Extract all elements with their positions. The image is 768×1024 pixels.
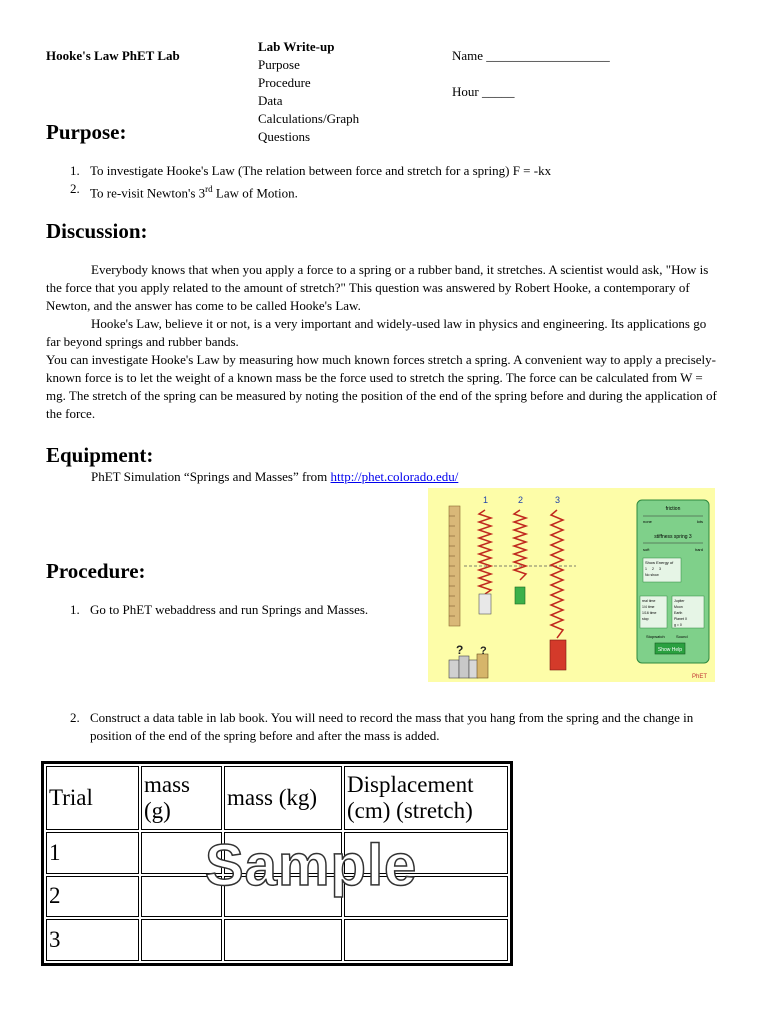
phet-simulation-screenshot <box>428 488 715 682</box>
writeup-item: Procedure <box>258 75 311 90</box>
spare-mass-icon <box>477 654 488 678</box>
discussion-paragraph: Hooke's Law, believe it or not, is a very important and widely-used law in physics and engineering. Its applications go far beyond springs and rubber bands. <box>46 316 707 349</box>
time-option: 1/16 time <box>642 611 657 615</box>
phet-logo: PhET <box>692 674 708 680</box>
name-field: Name ___________________ <box>452 48 610 63</box>
spring-1-icon <box>479 510 491 594</box>
table-cell <box>141 919 222 961</box>
writeup-title: Lab Write-up <box>258 39 335 54</box>
document-title: Hooke's Law PhET Lab <box>46 48 180 63</box>
purpose-item: 2. To re-visit Newton's 3rd Law of Motion. <box>70 181 298 201</box>
stopwatch-checkbox: Stopwatch <box>646 634 665 639</box>
energy-option: 2 <box>652 567 654 571</box>
discussion-heading: Discussion: <box>46 219 148 243</box>
procedure-step-2 <box>46 709 716 745</box>
mass-on-spring-3 <box>550 640 566 670</box>
friction-min-label: none <box>643 519 652 524</box>
gravity-option: Jupiter <box>674 599 685 603</box>
energy-option: 3 <box>659 567 661 571</box>
equipment-text: PhET Simulation “Springs and Masses” from http://phet.colorado.edu/ <box>91 469 459 484</box>
writeup-outline <box>258 38 359 146</box>
column-header: mass (kg) <box>224 766 342 830</box>
mass-on-spring-1 <box>479 594 491 614</box>
spring-number-label: 2 <box>518 495 524 505</box>
writeup-item: Purpose <box>258 57 300 72</box>
spring-number-label: 3 <box>555 495 561 505</box>
column-header: Displacement (cm) (stretch) <box>344 766 508 830</box>
friction-label: friction <box>665 506 681 512</box>
time-option: real time <box>642 599 656 603</box>
mass-on-spring-2 <box>515 587 525 604</box>
purpose-item: 1. To investigate Hooke's Law (The relation between force and stretch for a spring) F = -kx <box>70 163 552 178</box>
friction-max-label: lots <box>696 519 703 524</box>
spare-mass-icon <box>449 660 459 678</box>
procedure-step-1 <box>46 601 426 619</box>
writeup-item: Calculations/Graph <box>258 111 360 126</box>
time-option: stop <box>642 617 649 621</box>
writeup-item: Questions <box>258 129 310 144</box>
gravity-option: Planet X <box>674 617 688 621</box>
energy-option: 1 <box>645 567 647 571</box>
table-cell <box>224 919 342 961</box>
writeup-item: Data <box>258 93 283 108</box>
table-row <box>46 919 508 961</box>
show-help-label: Show Help <box>657 647 683 653</box>
purpose-heading: Purpose: <box>46 120 127 144</box>
phet-link[interactable]: http://phet.colorado.edu/ <box>330 469 459 484</box>
unknown-mass-icon: ? <box>456 643 464 657</box>
purpose-list <box>46 162 736 202</box>
procedure-item: 2. Construct a data table in lab book. You will need to record the mass that you hang from the spring and the change in position of the end of the spring before and after the mass is added. <box>70 710 694 743</box>
equipment-heading: Equipment: <box>46 443 154 467</box>
spare-mass-icon <box>459 656 469 678</box>
sound-checkbox: Sound <box>676 634 688 639</box>
procedure-heading: Procedure: <box>46 559 146 583</box>
column-header: Trial <box>46 766 139 830</box>
spring-2-icon <box>514 510 526 580</box>
unknown-mass-icon: ? <box>480 645 487 657</box>
table-cell: 1 <box>46 832 139 874</box>
procedure-item: 1. Go to PhET webaddress and run Springs and Masses. <box>70 602 369 617</box>
discussion-paragraph: You can investigate Hooke's Law by measuring how much known forces stretch a spring. A convenient way to apply a precisely-known force is to let the weight of a known mass be the force used to stretch the spring. The force can be calculated from W = mg. The stretch of the spring can be measured by noting the position of the end of the spring before and during the application of the force. <box>46 352 717 421</box>
table-cell <box>344 919 508 961</box>
time-option: 1/4 time <box>642 605 655 609</box>
energy-option: No show <box>645 573 659 577</box>
simulation-drawing <box>428 488 715 682</box>
spring-3-icon <box>551 510 563 638</box>
table-cell: 3 <box>46 919 139 961</box>
stiffness-min-label: soft <box>643 547 650 552</box>
table-header-row <box>46 766 508 830</box>
stiffness-max-label: hard <box>694 547 703 552</box>
energy-title: Show Energy of <box>645 560 674 565</box>
hour-field: Hour _____ <box>452 84 515 99</box>
spare-mass-icon <box>469 660 478 678</box>
discussion-paragraph: Everybody knows that when you apply a force to a spring or a rubber band, it stretches. A scientist would ask, "How is the force that you apply related to the amount of stretch?" This question was answered by Robert Hooke, a contemporary of Newton, and the answer has come to be called Hooke's Law. <box>46 262 709 313</box>
gravity-option: g = 0 <box>674 623 682 627</box>
sample-watermark: Sample <box>205 833 418 898</box>
spring-number-label: 1 <box>483 495 489 505</box>
discussion-body <box>46 261 718 423</box>
column-header: mass (g) <box>141 766 222 830</box>
gravity-option: Earth <box>674 611 683 615</box>
stiffness-label: stiffness spring 3 <box>654 534 692 540</box>
gravity-option: Moon <box>674 605 683 609</box>
table-cell: 2 <box>46 876 139 918</box>
